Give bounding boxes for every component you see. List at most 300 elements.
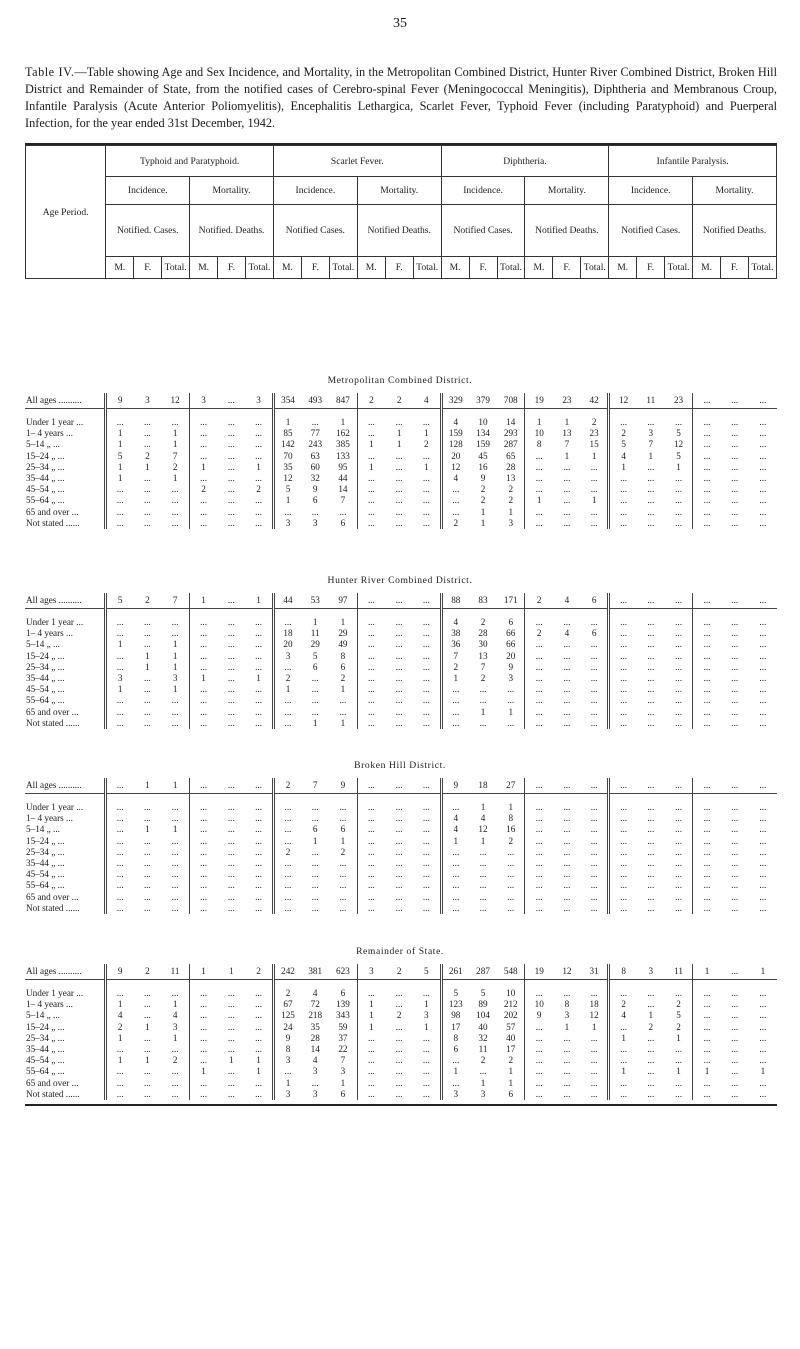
table-cell: ... xyxy=(525,858,553,869)
table-cell: ... xyxy=(507,891,515,902)
table-cell: ... xyxy=(731,650,739,661)
age-label: 55–64 „ ... xyxy=(26,695,65,706)
table-cell: 1 xyxy=(105,473,133,484)
table-cell: 9 xyxy=(329,778,357,794)
table-cell: 20 xyxy=(506,650,516,661)
table-cell: ... xyxy=(647,661,655,672)
table-cell: ... xyxy=(171,988,179,998)
table-cell: ... xyxy=(525,813,553,824)
table-cell: 35 xyxy=(310,1021,320,1032)
table-cell: 1 xyxy=(105,999,133,1010)
table-cell: ... xyxy=(693,847,721,858)
table-cell: ... xyxy=(105,495,133,506)
table-cell: ... xyxy=(143,999,151,1010)
table-cell: ... xyxy=(189,1022,217,1033)
table-cell: ... xyxy=(441,847,469,858)
table-cell: ... xyxy=(273,813,301,824)
table-cell: ... xyxy=(143,639,151,650)
table-cell: ... xyxy=(255,439,262,450)
table-cell: 1 xyxy=(357,1022,385,1033)
table-cell: ... xyxy=(731,1088,739,1099)
table-cell: ... xyxy=(749,778,777,794)
table-cell: 2 xyxy=(648,1021,654,1032)
table-cell: ... xyxy=(759,1010,767,1021)
table-cell: 7 xyxy=(480,661,486,672)
table-cell: 493 xyxy=(301,393,329,409)
table-cell: ... xyxy=(395,639,403,650)
table-cell: ... xyxy=(357,451,385,462)
section-title: Remainder of State. xyxy=(356,946,444,957)
age-label: 45–54 „ ... xyxy=(26,484,65,495)
table-cell: ... xyxy=(255,473,262,484)
table-cell: 139 xyxy=(336,999,350,1010)
table-cell: ... xyxy=(143,988,151,998)
table-cell: ... xyxy=(227,450,235,461)
table-cell: ... xyxy=(189,1033,217,1044)
table-cell: ... xyxy=(731,661,739,672)
table-cell: ... xyxy=(759,661,767,672)
table-cell: ... xyxy=(227,846,235,857)
table-cell: ... xyxy=(227,1032,235,1043)
table-cell: ... xyxy=(675,639,682,650)
table-cell: 1 xyxy=(480,1077,486,1088)
table-cell: 1 xyxy=(340,835,346,846)
table-cell: 5 xyxy=(105,593,133,609)
table-cell: ... xyxy=(731,706,739,717)
table-cell: ... xyxy=(143,428,151,439)
table-cell: ... xyxy=(422,1066,430,1077)
table-cell: ... xyxy=(105,903,133,914)
table-cell: ... xyxy=(273,507,301,518)
table-cell: ... xyxy=(759,902,767,913)
table-cell: 708 xyxy=(497,393,525,409)
table-cell: ... xyxy=(255,988,262,998)
table-cell: ... xyxy=(227,628,235,639)
table-cell: 1 xyxy=(105,639,133,650)
table-cell: ... xyxy=(590,506,598,517)
table-cell: ... xyxy=(675,869,682,880)
table-cell: ... xyxy=(590,673,598,684)
table-cell: 1 xyxy=(312,617,318,627)
table-cell: ... xyxy=(227,902,235,913)
table-cell: ... xyxy=(590,639,598,650)
table-cell: ... xyxy=(105,858,133,869)
table-cell: ... xyxy=(525,718,553,729)
table-cell: ... xyxy=(105,518,133,529)
age-label: Under 1 year ... xyxy=(26,417,84,427)
table-cell: ... xyxy=(357,1033,385,1044)
table-cell: ... xyxy=(609,507,637,518)
total-column-header: Total. xyxy=(748,257,776,279)
disease-header: Typhoid and Paratyphoid. xyxy=(106,146,274,177)
table-cell: 5 xyxy=(676,450,681,461)
table-cell: 12 xyxy=(441,462,469,473)
table-cell: ... xyxy=(647,461,655,472)
table-cell: ... xyxy=(647,517,655,528)
table-cell: ... xyxy=(273,880,301,891)
section-table xyxy=(25,964,777,1100)
table-cell: 4 xyxy=(480,813,486,824)
table-cell: ... xyxy=(590,880,598,891)
table-cell: ... xyxy=(357,495,385,506)
table-cell: ... xyxy=(479,684,487,695)
table-cell: 2 xyxy=(480,617,486,627)
table-cell: 17 xyxy=(506,1044,516,1055)
table-cell: 44 xyxy=(273,593,301,609)
table-cell: ... xyxy=(731,1010,739,1021)
table-cell: 623 xyxy=(329,964,357,980)
table-row xyxy=(25,628,777,639)
table-cell: 11 xyxy=(637,393,665,409)
table-cell: ... xyxy=(422,650,430,661)
table-cell: ... xyxy=(590,717,598,728)
table-header xyxy=(25,145,777,279)
age-label: 55–64 „ ... xyxy=(26,880,65,891)
table-cell: 3 xyxy=(508,673,514,684)
table-cell: ... xyxy=(105,417,133,428)
table-cell: ... xyxy=(441,869,469,880)
table-cell: 16 xyxy=(478,461,488,472)
table-cell: ... xyxy=(563,717,571,728)
age-label: Under 1 year ... xyxy=(26,988,84,998)
table-cell: 28 xyxy=(478,628,488,639)
table-cell: ... xyxy=(525,507,553,518)
table-cell: 97 xyxy=(329,593,357,609)
table-cell: ... xyxy=(647,628,655,639)
table-cell: 5 xyxy=(480,988,486,998)
table-cell: ... xyxy=(759,1055,767,1066)
table-cell: ... xyxy=(273,869,301,880)
table-cell: ... xyxy=(171,506,179,517)
disease-header: Diphtheria. xyxy=(441,146,609,177)
table-cell: ... xyxy=(525,988,553,999)
table-cell: 3 xyxy=(357,964,385,980)
table-cell: ... xyxy=(422,988,430,998)
table-cell: ... xyxy=(731,869,739,880)
age-label: All ages .......... xyxy=(25,964,105,980)
table-cell: ... xyxy=(255,717,262,728)
table-cell: ... xyxy=(422,891,430,902)
table-cell: 31 xyxy=(581,964,609,980)
table-cell: ... xyxy=(227,858,235,869)
table-cell: ... xyxy=(665,593,693,609)
table-cell: ... xyxy=(171,858,179,869)
table-cell: 2 xyxy=(508,495,514,506)
table-cell: ... xyxy=(590,617,598,627)
table-cell: ... xyxy=(749,593,777,609)
table-row xyxy=(25,824,777,835)
table-cell: ... xyxy=(647,417,655,427)
table-cell: 2 xyxy=(508,484,514,495)
table-cell: ... xyxy=(647,639,655,650)
table-cell: 67 xyxy=(273,999,301,1010)
table-cell: 4 xyxy=(312,988,318,998)
table-cell: ... xyxy=(647,813,655,824)
table-cell: ... xyxy=(255,695,262,706)
table-cell: ... xyxy=(143,802,151,812)
table-cell: 6 xyxy=(340,824,346,835)
table-cell: ... xyxy=(143,813,151,824)
table-cell: ... xyxy=(395,869,403,880)
table-cell: ... xyxy=(675,695,682,706)
table-cell: ... xyxy=(590,813,598,824)
table-cell: ... xyxy=(563,891,571,902)
table-cell: ... xyxy=(339,891,347,902)
table-cell: ... xyxy=(105,651,133,662)
table-cell: ... xyxy=(189,684,217,695)
table-cell: ... xyxy=(143,1010,151,1021)
table-cell: ... xyxy=(675,835,682,846)
table-cell: ... xyxy=(693,417,721,428)
table-cell: 57 xyxy=(506,1021,516,1032)
table-cell: ... xyxy=(525,651,553,662)
table-cell: 1 xyxy=(105,1033,133,1044)
age-label: 25–34 „ ... xyxy=(26,1032,65,1043)
table-cell: ... xyxy=(590,1088,598,1099)
table-cell: ... xyxy=(189,662,217,673)
table-cell: 1 xyxy=(525,417,553,428)
table-cell: 13 xyxy=(562,428,572,439)
table-cell: ... xyxy=(255,802,262,812)
table-cell: ... xyxy=(357,869,385,880)
table-cell: ... xyxy=(273,802,301,813)
table-cell: ... xyxy=(143,880,151,891)
table-cell: 12 xyxy=(478,824,488,835)
table-cell: ... xyxy=(255,846,262,857)
table-cell: 1 xyxy=(172,439,178,450)
table-cell: 1 xyxy=(693,964,721,980)
table-cell: ... xyxy=(525,836,553,847)
table-cell: 9 xyxy=(273,1033,301,1044)
table-cell: ... xyxy=(105,695,133,706)
table-cell: ... xyxy=(227,813,235,824)
table-cell: ... xyxy=(143,517,151,528)
table-cell: ... xyxy=(731,684,739,695)
table-cell: 3 xyxy=(312,1088,318,1099)
age-label: 1– 4 years ... xyxy=(26,999,73,1010)
table-cell: ... xyxy=(507,846,515,857)
table-cell: ... xyxy=(422,517,430,528)
table-cell: ... xyxy=(357,417,385,428)
table-cell: ... xyxy=(395,461,403,472)
table-row xyxy=(25,869,777,880)
table-cell: ... xyxy=(105,988,133,999)
table-cell: 2 xyxy=(172,461,178,472)
table-cell: ... xyxy=(105,1078,133,1089)
table-cell: ... xyxy=(647,858,655,869)
table-cell: 3 xyxy=(172,673,178,684)
table-cell: ... xyxy=(171,484,179,495)
table-cell: ... xyxy=(422,473,430,484)
table-cell: ... xyxy=(395,517,403,528)
table-cell: 212 xyxy=(503,999,518,1010)
table-cell: ... xyxy=(693,428,721,439)
female-column-header: F. xyxy=(637,257,665,279)
table-cell: ... xyxy=(413,593,441,609)
age-label: 25–34 „ ... xyxy=(26,661,65,672)
table-cell: 3 xyxy=(508,517,514,528)
section-table xyxy=(25,778,777,914)
table-cell: ... xyxy=(339,880,347,891)
table-cell: ... xyxy=(563,824,571,835)
age-label: 5–14 „ ... xyxy=(26,1010,60,1021)
table-cell: 1 xyxy=(145,824,150,835)
table-cell: ... xyxy=(563,1077,571,1088)
table-cell: ... xyxy=(675,902,682,913)
female-column-header: F. xyxy=(218,257,246,279)
table-cell: 7 xyxy=(172,450,178,461)
table-cell: ... xyxy=(441,858,469,869)
table-cell: ... xyxy=(525,1033,553,1044)
table-cell: 7 xyxy=(340,1055,346,1066)
table-cell: ... xyxy=(422,495,430,506)
table-cell: 1 xyxy=(189,964,217,980)
table-cell: ... xyxy=(227,650,235,661)
male-column-header: M. xyxy=(190,257,218,279)
table-cell: 1 xyxy=(340,617,346,627)
table-cell: ... xyxy=(395,706,403,717)
table-cell: ... xyxy=(609,617,637,628)
table-cell: 1 xyxy=(693,1066,721,1077)
table-cell: ... xyxy=(171,1066,179,1077)
table-cell: ... xyxy=(143,473,151,484)
table-cell: ... xyxy=(189,999,217,1010)
table-cell: ... xyxy=(675,717,682,728)
table-cell: ... xyxy=(143,902,151,913)
table-cell: 1 xyxy=(591,450,597,461)
table-cell: ... xyxy=(105,507,133,518)
table-cell: ... xyxy=(189,1078,217,1089)
table-cell: ... xyxy=(525,684,553,695)
table-cell: ... xyxy=(665,778,693,794)
all-ages-row xyxy=(25,778,777,794)
table-cell: ... xyxy=(189,417,217,428)
table-cell: ... xyxy=(311,417,319,427)
table-cell: ... xyxy=(422,1032,430,1043)
table-cell: ... xyxy=(311,706,319,717)
table-cell: 5 xyxy=(273,484,301,495)
table-cell: ... xyxy=(693,473,721,484)
table-cell: 1 xyxy=(609,1066,637,1077)
table-cell: 3 xyxy=(273,518,301,529)
table-cell: ... xyxy=(217,593,245,609)
table-cell: ... xyxy=(507,695,515,706)
table-cell: 2 xyxy=(172,1055,178,1066)
table-cell: ... xyxy=(311,858,319,869)
table-row xyxy=(25,428,777,439)
table-cell: ... xyxy=(189,518,217,529)
table-cell: ... xyxy=(563,869,571,880)
table-cell: 18 xyxy=(273,628,301,639)
table-cell: 3 xyxy=(340,1066,346,1077)
table-cell: ... xyxy=(357,778,385,794)
table-cell: ... xyxy=(273,695,301,706)
age-label: 5–14 „ ... xyxy=(26,824,60,835)
table-cell: 60 xyxy=(310,461,320,472)
table-cell: ... xyxy=(105,484,133,495)
table-cell: ... xyxy=(171,417,179,427)
table-cell: ... xyxy=(395,835,403,846)
table-cell: ... xyxy=(563,639,571,650)
table-cell: ... xyxy=(395,717,403,728)
table-cell: ... xyxy=(731,473,739,484)
table-cell: 6 xyxy=(508,1088,514,1099)
table-cell: ... xyxy=(693,518,721,529)
table-row xyxy=(25,903,777,914)
table-cell: ... xyxy=(590,1044,598,1055)
table-cell: ... xyxy=(647,846,655,857)
table-row xyxy=(25,858,777,869)
table-cell: ... xyxy=(311,813,319,824)
table-cell: ... xyxy=(395,1055,403,1066)
table-cell: ... xyxy=(675,858,682,869)
table-cell: 4 xyxy=(441,813,469,824)
table-cell: 5 xyxy=(441,988,469,999)
table-cell: ... xyxy=(395,628,403,639)
table-cell: ... xyxy=(339,706,347,717)
table-cell: ... xyxy=(759,684,767,695)
table-cell: ... xyxy=(590,461,598,472)
age-label: Not stated ...... xyxy=(26,1088,80,1099)
table-cell: ... xyxy=(422,846,430,857)
table-cell: ... xyxy=(525,1089,553,1100)
table-cell: 9 xyxy=(105,964,133,980)
female-column-header: F. xyxy=(469,257,497,279)
table-cell: 2 xyxy=(273,988,301,999)
table-cell: 2 xyxy=(357,393,385,409)
table-cell: ... xyxy=(189,836,217,847)
table-cell: ... xyxy=(105,869,133,880)
table-cell: 1 xyxy=(273,1078,301,1089)
table-cell: 1 xyxy=(133,778,161,794)
table-cell: ... xyxy=(189,892,217,903)
table-cell: 14 xyxy=(506,417,516,427)
table-cell: ... xyxy=(422,417,430,427)
table-cell: ... xyxy=(507,684,515,695)
table-cell: 6 xyxy=(340,517,346,528)
table-cell: ... xyxy=(563,473,571,484)
table-cell: 1 xyxy=(312,835,318,846)
table-cell: 1 xyxy=(105,1055,133,1066)
table-cell: ... xyxy=(647,695,655,706)
table-cell: 293 xyxy=(503,428,518,439)
table-cell: 379 xyxy=(469,393,497,409)
table-cell: ... xyxy=(759,988,767,998)
table-cell: ... xyxy=(675,802,682,812)
table-cell: 3 xyxy=(441,1089,469,1100)
table-row xyxy=(25,999,777,1010)
table-row xyxy=(25,662,777,673)
table-cell: ... xyxy=(647,506,655,517)
table-cell: ... xyxy=(189,858,217,869)
table-cell: ... xyxy=(609,593,637,609)
table-row xyxy=(25,673,777,684)
table-cell: ... xyxy=(731,880,739,891)
table-cell: ... xyxy=(609,813,637,824)
table-cell: 133 xyxy=(336,450,350,461)
table-cell: ... xyxy=(590,1055,598,1066)
table-row xyxy=(25,473,777,484)
table-cell: 4 xyxy=(609,451,637,462)
table-cell: ... xyxy=(357,507,385,518)
table-cell: 12 xyxy=(553,964,581,980)
table-cell: ... xyxy=(357,892,385,903)
table-cell: ... xyxy=(357,847,385,858)
table-cell: 2 xyxy=(508,1055,514,1066)
incidence-header: Incidence. xyxy=(106,177,190,205)
table-cell: ... xyxy=(693,892,721,903)
table-cell: 8 xyxy=(564,999,570,1010)
